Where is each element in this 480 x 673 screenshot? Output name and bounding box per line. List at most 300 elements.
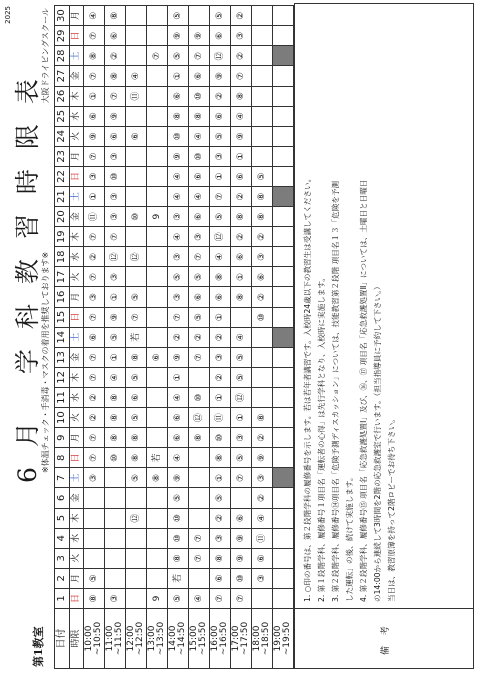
lesson-cell: ②	[252, 227, 273, 247]
lesson-cell: ⑥	[252, 548, 273, 568]
lesson-cell: ⑩	[168, 508, 189, 528]
lesson-cell: ⑨	[84, 126, 105, 146]
lesson-cell: 9	[147, 588, 168, 608]
lesson-cell	[273, 307, 294, 327]
lesson-cell: ②	[84, 408, 105, 428]
lesson-cell: ②	[210, 86, 231, 106]
lesson-cell: ③	[84, 468, 105, 488]
lesson-cell: 若	[126, 327, 147, 347]
lesson-cell: ⑤	[189, 267, 210, 287]
day-number: 23	[55, 146, 70, 166]
lesson-cell: ④	[168, 448, 189, 468]
lesson-cell: ⑦	[189, 247, 210, 267]
lesson-cell	[147, 187, 168, 207]
lesson-cell	[147, 307, 168, 327]
day-number: 25	[55, 106, 70, 126]
lesson-cell: ⑨	[168, 347, 189, 367]
lesson-cell: ⑨	[231, 126, 252, 146]
weekday: 土	[70, 46, 84, 66]
lesson-cell: ④	[126, 66, 147, 86]
remarks-section	[294, 3, 474, 669]
day-number: 4	[55, 528, 70, 548]
lesson-cell: ⑨	[105, 307, 126, 327]
lesson-cell	[147, 367, 168, 387]
lesson-cell: ⑤	[126, 468, 147, 488]
day-number: 27	[55, 66, 70, 86]
day-number: 26	[55, 86, 70, 106]
lesson-cell: ⑦	[189, 347, 210, 367]
lesson-cell: ⑦	[189, 528, 210, 548]
lesson-cell: ⑤	[231, 448, 252, 468]
lesson-cell: ⑦	[105, 86, 126, 106]
lesson-cell	[147, 408, 168, 428]
lesson-cell	[147, 66, 168, 86]
weekday: 土	[70, 327, 84, 347]
day-number: 11	[55, 387, 70, 407]
lesson-cell: ⑥	[231, 166, 252, 186]
lesson-cell	[126, 187, 147, 207]
lesson-cell: ③	[231, 428, 252, 448]
lesson-cell: ⑤	[84, 568, 105, 588]
lesson-cell: ⑧	[126, 347, 147, 367]
lesson-cell: 9	[147, 207, 168, 227]
weekday: 水	[70, 247, 84, 267]
lesson-cell	[252, 6, 273, 26]
lesson-cell: ⑦	[231, 468, 252, 488]
lesson-cell: ⑦	[105, 227, 126, 247]
lesson-cell	[273, 46, 294, 66]
period-time: 13:00 ~13:50	[147, 609, 168, 669]
lesson-cell: ⑧	[210, 548, 231, 568]
lesson-cell: 若	[147, 448, 168, 468]
day-number: 20	[55, 207, 70, 227]
lesson-cell: ⑫	[231, 387, 252, 407]
lesson-cell: ⑦	[84, 66, 105, 86]
lesson-cell	[273, 408, 294, 428]
lesson-cell	[252, 106, 273, 126]
weekday: 金	[70, 207, 84, 227]
lesson-cell	[273, 568, 294, 588]
day-number: 16	[55, 287, 70, 307]
lesson-cell: ①	[210, 166, 231, 186]
lesson-cell: ③	[189, 227, 210, 247]
weekday: 日	[70, 166, 84, 186]
lesson-cell	[147, 568, 168, 588]
lesson-cell: ⑧	[168, 548, 189, 568]
lesson-cell: ④	[84, 6, 105, 26]
lesson-cell: ⑨	[210, 66, 231, 86]
lesson-cell: ②	[231, 227, 252, 247]
lesson-cell: ⑦	[84, 347, 105, 367]
lesson-cell: ⑥	[105, 26, 126, 46]
lesson-cell: ⑥	[168, 428, 189, 448]
lesson-cell	[273, 227, 294, 247]
lesson-cell: ⑦	[84, 227, 105, 247]
period-time: 14:00 ~14:50	[168, 609, 189, 669]
day-number: 7	[55, 468, 70, 488]
lesson-cell: ⑤	[168, 6, 189, 26]
lesson-cell: ②	[252, 428, 273, 448]
lesson-cell: ③	[168, 207, 189, 227]
lesson-cell: ⑪	[252, 528, 273, 548]
lesson-cell: ⑤	[210, 6, 231, 26]
lesson-cell: ④	[189, 187, 210, 207]
day-number: 29	[55, 26, 70, 46]
lesson-cell: ⑪	[84, 207, 105, 227]
lesson-cell	[189, 6, 210, 26]
lesson-cell	[273, 247, 294, 267]
lesson-cell: ⑨	[168, 26, 189, 46]
lesson-cell: ②	[189, 327, 210, 347]
lesson-cell: ②	[231, 6, 252, 26]
remark-line: した運転」の後、続けて実施します。	[345, 473, 354, 602]
lesson-cell: 若	[168, 568, 189, 588]
lesson-cell: ⑤	[210, 488, 231, 508]
lesson-cell	[273, 187, 294, 207]
lesson-cell: ⑥	[189, 287, 210, 307]
period-time: 17:00 ~17:50	[231, 609, 252, 669]
lesson-cell: ⑫	[105, 247, 126, 267]
lesson-cell: ⑥	[210, 106, 231, 126]
lesson-cell	[147, 267, 168, 287]
lesson-cell: ③	[84, 166, 105, 186]
period-time: 15:00 ~15:50	[189, 609, 210, 669]
weekday: 水	[70, 528, 84, 548]
lesson-cell: ⑥	[105, 126, 126, 146]
lesson-cell: ⑧	[189, 106, 210, 126]
day-number: 24	[55, 126, 70, 146]
lesson-cell	[273, 287, 294, 307]
corner-period-label: 時限	[70, 609, 84, 669]
day-number: 9	[55, 428, 70, 448]
lesson-cell: ③	[105, 588, 126, 608]
lesson-cell: ⑩	[231, 568, 252, 588]
lesson-cell	[252, 387, 273, 407]
lesson-cell: ②	[168, 327, 189, 347]
lesson-cell: ⑦	[84, 307, 105, 327]
lesson-cell	[273, 126, 294, 146]
lesson-cell: ③	[210, 528, 231, 548]
lesson-cell: ①	[105, 347, 126, 367]
lesson-cell: ⑦	[84, 448, 105, 468]
lesson-cell: ⑨	[105, 106, 126, 126]
lesson-cell	[105, 508, 126, 528]
lesson-cell: ⑫	[210, 227, 231, 247]
day-number: 30	[55, 6, 70, 26]
day-number: 13	[55, 347, 70, 367]
lesson-cell: ⑪	[126, 86, 147, 106]
lesson-cell: ⑤	[168, 46, 189, 66]
day-number: 8	[55, 448, 70, 468]
lesson-cell: ⑦	[84, 367, 105, 387]
lesson-cell	[126, 528, 147, 548]
lesson-cell: ③	[252, 247, 273, 267]
lesson-cell	[273, 347, 294, 367]
lesson-cell	[147, 387, 168, 407]
lesson-cell	[126, 6, 147, 26]
day-number: 14	[55, 327, 70, 347]
lesson-cell: ⑨	[168, 468, 189, 488]
lesson-cell	[273, 146, 294, 166]
lesson-cell: ⑥	[126, 387, 147, 407]
weekday: 日	[70, 307, 84, 327]
lesson-cell: ⑦	[147, 46, 168, 66]
lesson-cell	[84, 508, 105, 528]
day-number: 5	[55, 508, 70, 528]
weekday: 火	[70, 408, 84, 428]
lesson-cell: ⑤	[126, 408, 147, 428]
lesson-cell: ⑧	[168, 106, 189, 126]
lesson-cell: ①	[105, 287, 126, 307]
lesson-cell	[273, 387, 294, 407]
lesson-cell: ③	[105, 207, 126, 227]
lesson-cell	[126, 588, 147, 608]
lesson-cell	[189, 488, 210, 508]
lesson-cell: ③	[231, 26, 252, 46]
lesson-cell: ⑫	[189, 408, 210, 428]
lesson-cell	[252, 126, 273, 146]
lesson-cell: ⑩	[210, 428, 231, 448]
weekday: 月	[70, 287, 84, 307]
lesson-cell	[126, 568, 147, 588]
lesson-cell	[273, 508, 294, 528]
lesson-cell: ⑨	[189, 26, 210, 46]
lesson-cell	[273, 488, 294, 508]
lesson-cell: ⑥	[168, 86, 189, 106]
lesson-cell: ②	[231, 187, 252, 207]
lesson-cell: ⑥	[126, 126, 147, 146]
lesson-cell: ⑥	[147, 347, 168, 367]
lesson-cell: ③	[210, 146, 231, 166]
hygiene-notice: ※体温チェック・手消毒・マスクの着用を推奨しております※	[41, 251, 50, 473]
weekday: 月	[70, 6, 84, 26]
lesson-cell: ⑧	[231, 86, 252, 106]
lesson-cell	[126, 46, 147, 66]
lesson-cell: ⑤	[168, 267, 189, 287]
weekday: 月	[70, 146, 84, 166]
day-number: 22	[55, 166, 70, 186]
lesson-cell	[231, 307, 252, 327]
day-number: 15	[55, 307, 70, 327]
day-number: 18	[55, 247, 70, 267]
lesson-cell: ⑨	[231, 548, 252, 568]
lesson-cell: ⑩	[189, 146, 210, 166]
lesson-cell	[126, 488, 147, 508]
lesson-cell: ⑥	[189, 166, 210, 186]
day-number: 21	[55, 187, 70, 207]
lesson-cell	[126, 227, 147, 247]
lesson-cell: ③	[168, 247, 189, 267]
lesson-cell: ⑧	[210, 267, 231, 287]
lesson-cell: ⑥	[168, 408, 189, 428]
lesson-cell	[147, 146, 168, 166]
lesson-cell: ④	[210, 247, 231, 267]
weekday: 木	[70, 227, 84, 247]
weekday: 日	[70, 448, 84, 468]
lesson-cell: ③	[105, 267, 126, 287]
period-time: 16:00 ~16:50	[210, 609, 231, 669]
lesson-cell	[105, 488, 126, 508]
school-name: 大阪ドライビングスクール	[41, 8, 50, 104]
lesson-cell	[147, 327, 168, 347]
lesson-cell: ①	[210, 468, 231, 488]
lesson-cell: ②	[210, 508, 231, 528]
lesson-cell: ①	[231, 146, 252, 166]
lesson-cell	[252, 46, 273, 66]
lesson-cell	[273, 548, 294, 568]
lesson-cell: ⑤	[126, 367, 147, 387]
lesson-cell	[126, 26, 147, 46]
lesson-cell: ⑥	[231, 247, 252, 267]
lesson-cell: ④	[105, 367, 126, 387]
lesson-cell: ⑥	[210, 26, 231, 46]
weekday: 土	[70, 468, 84, 488]
lesson-cell: ④	[168, 227, 189, 247]
lesson-cell: ③	[105, 187, 126, 207]
lesson-cell: ⑦	[189, 46, 210, 66]
corner-day-label: 日付	[55, 609, 70, 669]
weekday: 月	[70, 568, 84, 588]
lesson-cell: ⑩	[168, 528, 189, 548]
remark-line: 3. 第２段階学科、履修番号⑭項目名「危険予測ディスカッション」については、技能教習第２段階 項目名１３「危険を予測	[331, 180, 340, 602]
lesson-cell: ⑩	[105, 166, 126, 186]
lesson-cell: ⑤	[126, 287, 147, 307]
period-time: 10:00 ~10:50	[84, 609, 105, 669]
lesson-cell: ⑫	[126, 508, 147, 528]
lesson-cell	[273, 66, 294, 86]
lesson-cell: ⑧	[84, 46, 105, 66]
period-time: 19:00 ~19:50	[273, 609, 294, 669]
lesson-cell	[126, 267, 147, 287]
lesson-cell	[147, 508, 168, 528]
lesson-cell	[273, 267, 294, 287]
lesson-cell	[126, 548, 147, 568]
lesson-cell: ④	[252, 508, 273, 528]
lesson-cell: ③	[168, 287, 189, 307]
lesson-cell: ②	[210, 367, 231, 387]
lesson-cell	[189, 468, 210, 488]
year-label: 2025	[4, 6, 12, 24]
lesson-cell: ⑦	[189, 548, 210, 568]
lesson-cell: ⑫	[126, 247, 147, 267]
period-time: 11:00 ~11:50	[105, 609, 126, 669]
lesson-cell	[147, 86, 168, 106]
lesson-cell	[273, 86, 294, 106]
lesson-cell: ⑧	[252, 408, 273, 428]
lesson-cell	[273, 428, 294, 448]
lesson-cell: ⑧	[252, 187, 273, 207]
lesson-cell: ③	[84, 287, 105, 307]
lesson-cell: ⑤	[189, 307, 210, 327]
lesson-cell: ⑦	[168, 307, 189, 327]
lesson-cell: ⑤	[210, 126, 231, 146]
lesson-cell	[147, 106, 168, 126]
lesson-cell: ①	[231, 267, 252, 287]
day-number: 2	[55, 568, 70, 588]
lesson-cell	[105, 568, 126, 588]
lesson-cell	[273, 327, 294, 347]
lesson-cell: ⑥	[231, 508, 252, 528]
lesson-cell: ⑨	[168, 146, 189, 166]
lesson-cell	[252, 26, 273, 46]
day-number: 3	[55, 548, 70, 568]
lesson-cell	[189, 568, 210, 588]
lesson-cell	[147, 227, 168, 247]
period-time: 18:00 ~18:50	[252, 609, 273, 669]
lesson-cell: ⑦	[84, 428, 105, 448]
weekday: 日	[70, 588, 84, 608]
day-number: 1	[55, 588, 70, 608]
lesson-cell: ②	[105, 46, 126, 66]
lesson-cell: ⑩	[189, 387, 210, 407]
lesson-cell: ⑥	[189, 66, 210, 86]
classroom-label: 第1教室	[32, 626, 45, 667]
lesson-cell: ⑤	[168, 488, 189, 508]
weekday: 金	[70, 66, 84, 86]
day-number: 6	[55, 488, 70, 508]
lesson-cell	[147, 166, 168, 186]
lesson-cell: ⑪	[210, 408, 231, 428]
lesson-cell: ⑩	[189, 86, 210, 106]
lesson-cell	[273, 207, 294, 227]
lesson-cell	[252, 146, 273, 166]
lesson-cell: ⑦	[231, 66, 252, 86]
lesson-cell: ①	[231, 408, 252, 428]
lesson-cell: ⑧	[105, 6, 126, 26]
lesson-cell	[252, 347, 273, 367]
lesson-cell	[189, 508, 210, 528]
lesson-cell	[84, 488, 105, 508]
lesson-cell	[147, 247, 168, 267]
lesson-cell: ⑤	[105, 327, 126, 347]
lesson-cell: ⑧	[189, 428, 210, 448]
remark-line: の14:00から連続して3時間を2階の応急救護室で行います。（担当指導員に予約して下さい。）	[373, 282, 382, 602]
lesson-cell: ⑧	[105, 428, 126, 448]
lesson-cell	[126, 146, 147, 166]
schedule-table	[54, 5, 294, 669]
lesson-cell	[189, 448, 210, 468]
lesson-cell	[273, 166, 294, 186]
day-number: 19	[55, 227, 70, 247]
lesson-cell: ⑧	[126, 448, 147, 468]
lesson-cell	[273, 26, 294, 46]
lesson-cell	[147, 6, 168, 26]
lesson-cell	[273, 528, 294, 548]
lesson-cell: ①	[210, 387, 231, 407]
weekday: 土	[70, 187, 84, 207]
lesson-cell: ③	[252, 568, 273, 588]
lesson-cell	[252, 588, 273, 608]
weekday: 月	[70, 428, 84, 448]
lesson-cell: ⑨	[231, 528, 252, 548]
lesson-cell: ⑦	[210, 187, 231, 207]
lesson-cell: ③	[210, 347, 231, 367]
lesson-cell: ⑧	[252, 207, 273, 227]
lesson-cell	[273, 6, 294, 26]
lesson-cell: ⑨	[252, 448, 273, 468]
lesson-cell	[273, 468, 294, 488]
remark-line: 当日は、教習原簿を持って2階ロビーでお待ち下さい。	[387, 415, 396, 602]
lesson-cell: ④	[231, 106, 252, 126]
weekday: 火	[70, 267, 84, 287]
weekday: 金	[70, 488, 84, 508]
lesson-cell: ①	[84, 187, 105, 207]
lesson-cell	[147, 528, 168, 548]
lesson-cell: ④	[231, 327, 252, 347]
day-number: 17	[55, 267, 70, 287]
lesson-cell: ⑧	[84, 588, 105, 608]
lesson-cell	[105, 548, 126, 568]
